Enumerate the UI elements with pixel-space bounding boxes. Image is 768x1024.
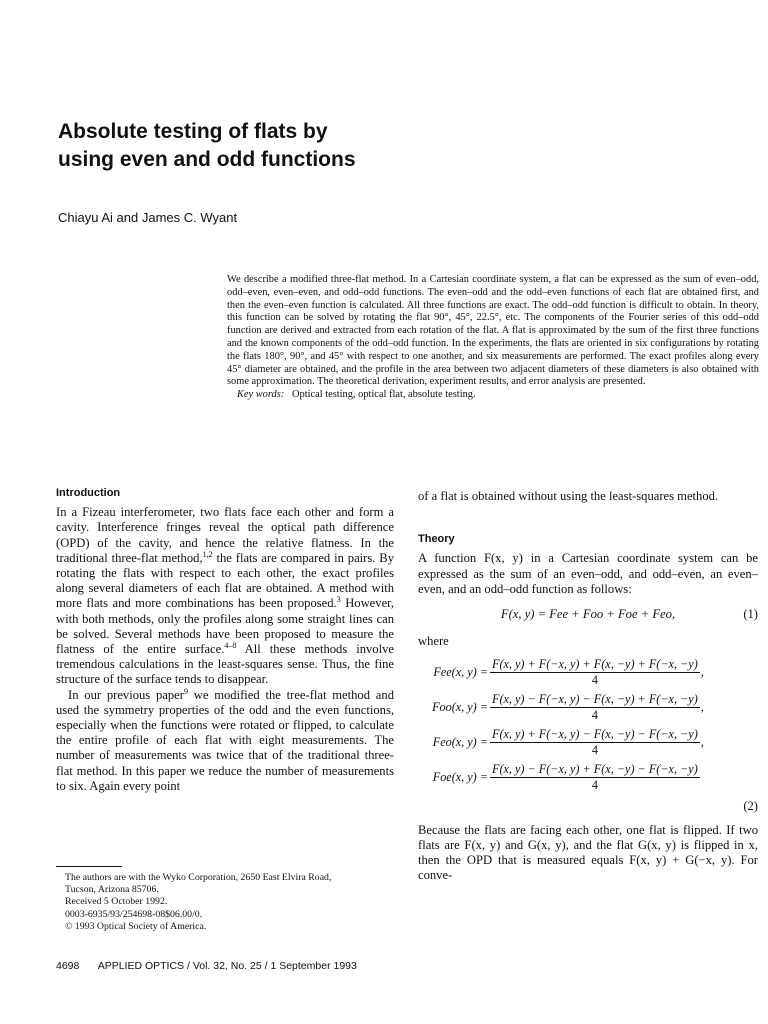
theory-paragraph-2: Because the flats are facing each other, one flat is flipped. If two flats are F(x, y) and G(x, y), and the flat G(x, y) is flipped in x, then the OPD that is measured equals F(x, y) + G(−x, y). For conve- [418, 822, 758, 883]
equation-tail: , [700, 665, 704, 680]
equation-lhs: Foe(x, y) = [432, 770, 488, 785]
equation-numerator: F(x, y) − F(−x, y) − F(x, −y) + F(−x, −y) [492, 692, 698, 707]
equation-lhs: Fee(x, y) = [433, 665, 488, 680]
intro-p2-text-a: In our previous paper [68, 687, 184, 702]
page-footer [56, 960, 357, 972]
paper-title [58, 118, 478, 174]
ref-3: 3 [336, 595, 341, 605]
theory-heading: Theory [418, 533, 455, 546]
theory-paragraph-1: A function F(x, y) in a Cartesian coordinate system can be expressed as the sum of an even–odd, and odd–even, an even–even, and an odd–odd function as follows: [418, 551, 758, 596]
equation-tail: , [700, 700, 704, 715]
right-column [418, 489, 758, 883]
author-list: Chiayu Ai and James C. Wyant [58, 210, 238, 225]
equation-fee [418, 657, 758, 688]
intro-p2-text-b: we modified the tree-flat method and used the symmetry properties of the odd and the even functions, especially when the functions were rotated or flipped, to calculate the entire profile of each flat with eight measurements. The number of measurements was twice that of the traditional three-flat method. In this paper we reduce the number of measurements to six. Again every point [56, 687, 394, 793]
footnote-code: 0003-6935/93/254698-08$06.00/0. [65, 908, 203, 920]
equation-tail: , [700, 735, 704, 750]
abstract [227, 274, 759, 402]
page-number: 4698 [56, 960, 80, 972]
intro-p1-text-a: In a Fizeau interferometer, two flats face each other and form a cavity. Interference fringes reveal the optical path difference (OPD) of the cavity, and hence the relative flatness. In the traditional three-flat method, [56, 505, 394, 565]
keywords-label: Key words: [237, 389, 285, 401]
footnote-received: Received 5 October 1992. [65, 896, 168, 908]
equation-lhs: Feo(x, y) = [432, 735, 488, 750]
intro-paragraph-1 [56, 505, 394, 687]
journal-citation: APPLIED OPTICS / Vol. 32, No. 25 / 1 September 1993 [97, 960, 357, 972]
ref-9: 9 [183, 686, 188, 696]
equation-2-block [418, 657, 758, 814]
equation-numerator: F(x, y) − F(−x, y) + F(x, −y) − F(−x, −y) [492, 762, 698, 777]
footnote-rule [56, 866, 122, 867]
left-column [56, 486, 394, 794]
equation-denominator: 4 [591, 743, 598, 758]
equation-foo [418, 692, 758, 723]
equation-lhs: Foo(x, y) = [432, 700, 488, 715]
title-line-1: Absolute testing of flats by [58, 120, 328, 143]
keywords [227, 389, 759, 402]
equation-1-number: (1) [743, 607, 758, 622]
abstract-text: We describe a modified three-flat method. In a Cartesian coordinate system, a flat can be expressed as the sum of even–odd, odd–even, even–even, and odd–odd functions. The even–odd and the odd–even functions of each flat are obtained first, and then the even–even function is calculated. All three functions are exact. The odd–odd function is difficult to obtain. In theory, this function can be solved by rotating the flat 90°, 45°, 22.5°, etc. The components of the Fourier series of this odd–odd function are derived and extracted from each rotation of the flat. A flat is approximated by the sum of the first three functions and the known components of the odd–odd function. In the experiments, the flats are oriented in six configurations by rotating the flats 180°, 90°, and 45° with respect to one another, and six measurements are performed. The exact profiles along every 45° diameter are obtained, and the profile in the area between two adjacent diameters of these diameters is also obtained with some approximation. The theoretical derivation, experiment results, and error analysis are presented. [227, 274, 759, 388]
equation-1 [418, 607, 758, 622]
where-text: where [418, 634, 449, 649]
equation-denominator: 4 [591, 708, 598, 723]
equation-denominator: 4 [591, 673, 598, 688]
equation-numerator: F(x, y) + F(−x, y) + F(x, −y) + F(−x, −y) [492, 657, 698, 672]
equation-2-number: (2) [743, 799, 758, 814]
equation-denominator: 4 [591, 778, 598, 793]
footnote-copyright: © 1993 Optical Society of America. [65, 920, 207, 932]
footnote-affiliation: The authors are with the Wyko Corporation, 2650 East Elvira Road, Tucson, Arizona 85706. [65, 872, 332, 896]
intro-continued: of a flat is obtained without using the least-squares method. [418, 489, 719, 503]
ref-4-8: 4–8 [224, 640, 237, 650]
equation-1-body: F(x, y) = Fee + Foo + Foe + Feo, [500, 607, 676, 622]
equation-foe [418, 762, 758, 793]
equation-numerator: F(x, y) + F(−x, y) − F(x, −y) − F(−x, −y) [492, 727, 698, 742]
intro-p1-text-d: All these methods involve tremendous calculations in the least-squares sense. Thus, the fine structure of the surface tends to disappear. [56, 642, 394, 687]
keywords-text: Optical testing, optical flat, absolute testing. [292, 389, 476, 401]
intro-p1-text-c: However, with both methods, only the profiles along some straight lines can be solved. Several methods have been proposed to measure the flatness of the entire surface. [56, 596, 394, 657]
title-line-2: using even and odd functions [58, 148, 356, 171]
introduction-heading: Introduction [56, 487, 121, 499]
intro-p1-text-b: the flats are compared in pairs. By rotating the flats with respect to each other, the exact profiles along several diameters of each flat are obtained. A method with more flats and more combinations has been proposed. [56, 550, 394, 611]
equation-feo [418, 727, 758, 758]
intro-paragraph-2 [56, 688, 394, 794]
ref-1-2: 1,2 [202, 549, 213, 559]
footnote [56, 872, 356, 933]
